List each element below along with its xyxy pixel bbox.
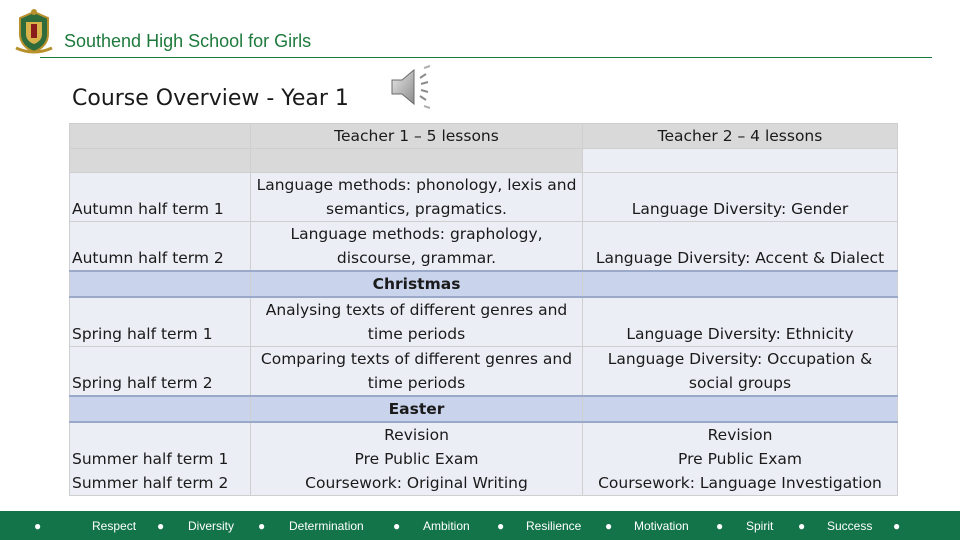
footer-value: Resilience <box>526 519 582 533</box>
spacer-cell <box>583 149 898 173</box>
term-cell: Summer half term 1 Summer half term 2 <box>70 422 251 496</box>
footer-value: Ambition <box>423 519 470 533</box>
school-name: Southend High School for Girls <box>64 31 312 51</box>
holiday-row <box>70 271 898 297</box>
footer-value: Spirit <box>746 519 774 533</box>
teacher-2-cell: Language Diversity: Accent & Dialect <box>583 222 898 272</box>
footer-value: Success <box>827 519 873 533</box>
teacher-1-cell: Revision Pre Public Exam Coursework: Original Writing <box>251 422 583 496</box>
teacher-2-cell: Language Diversity: Occupation & social groups <box>583 347 898 397</box>
table-row <box>70 422 898 496</box>
term-cell: Spring half term 1 <box>70 297 251 347</box>
table-row <box>70 347 898 397</box>
footer-value: Respect <box>92 519 137 533</box>
term-cell: Autumn half term 1 <box>70 173 251 222</box>
bullet-icon: ● <box>393 519 401 533</box>
column-header-teacher-2: Teacher 2 – 4 lessons <box>583 124 898 149</box>
teacher-1-cell: Comparing texts of different genres and time periods <box>251 347 583 397</box>
holiday-spacer <box>583 271 898 297</box>
term-cell: Autumn half term 2 <box>70 222 251 272</box>
slide-title: Course Overview - Year 1 <box>72 86 349 111</box>
header-divider <box>40 57 932 58</box>
teacher-2-cell: Revision Pre Public Exam Coursework: Language Investigation <box>583 422 898 496</box>
table-row <box>70 222 898 272</box>
holiday-label: Easter <box>251 396 583 422</box>
holiday-spacer <box>70 271 251 297</box>
table-row <box>70 173 898 222</box>
spacer-cell <box>70 149 251 173</box>
bullet-icon: ● <box>893 519 901 533</box>
school-values-footer <box>0 511 960 540</box>
holiday-label: Christmas <box>251 271 583 297</box>
holiday-spacer <box>70 396 251 422</box>
spacer-row <box>70 149 898 173</box>
column-header-teacher-1: Teacher 1 – 5 lessons <box>251 124 583 149</box>
bullet-icon: ● <box>497 519 505 533</box>
school-crest-icon <box>14 8 54 54</box>
column-header-term <box>70 124 251 149</box>
table-header-row <box>70 124 898 149</box>
speaker-icon[interactable] <box>388 64 438 110</box>
holiday-spacer <box>583 396 898 422</box>
footer-value: Determination <box>289 519 364 533</box>
footer-value: Diversity <box>188 519 235 533</box>
course-overview-table <box>69 123 898 496</box>
table-row <box>70 297 898 347</box>
teacher-1-cell: Analysing texts of different genres and time periods <box>251 297 583 347</box>
bullet-icon: ● <box>716 519 724 533</box>
teacher-1-cell: Language methods: graphology, discourse, grammar. <box>251 222 583 272</box>
spacer-cell <box>251 149 583 173</box>
teacher-2-cell: Language Diversity: Gender <box>583 173 898 222</box>
holiday-row <box>70 396 898 422</box>
footer-value: Motivation <box>634 519 689 533</box>
table-body <box>70 124 898 496</box>
term-cell: Spring half term 2 <box>70 347 251 397</box>
bullet-icon: ● <box>34 519 42 533</box>
teacher-1-cell: Language methods: phonology, lexis and semantics, pragmatics. <box>251 173 583 222</box>
bullet-icon: ● <box>258 519 266 533</box>
teacher-2-cell: Language Diversity: Ethnicity <box>583 297 898 347</box>
bullet-icon: ● <box>605 519 613 533</box>
bullet-icon: ● <box>157 519 165 533</box>
bullet-icon: ● <box>798 519 806 533</box>
